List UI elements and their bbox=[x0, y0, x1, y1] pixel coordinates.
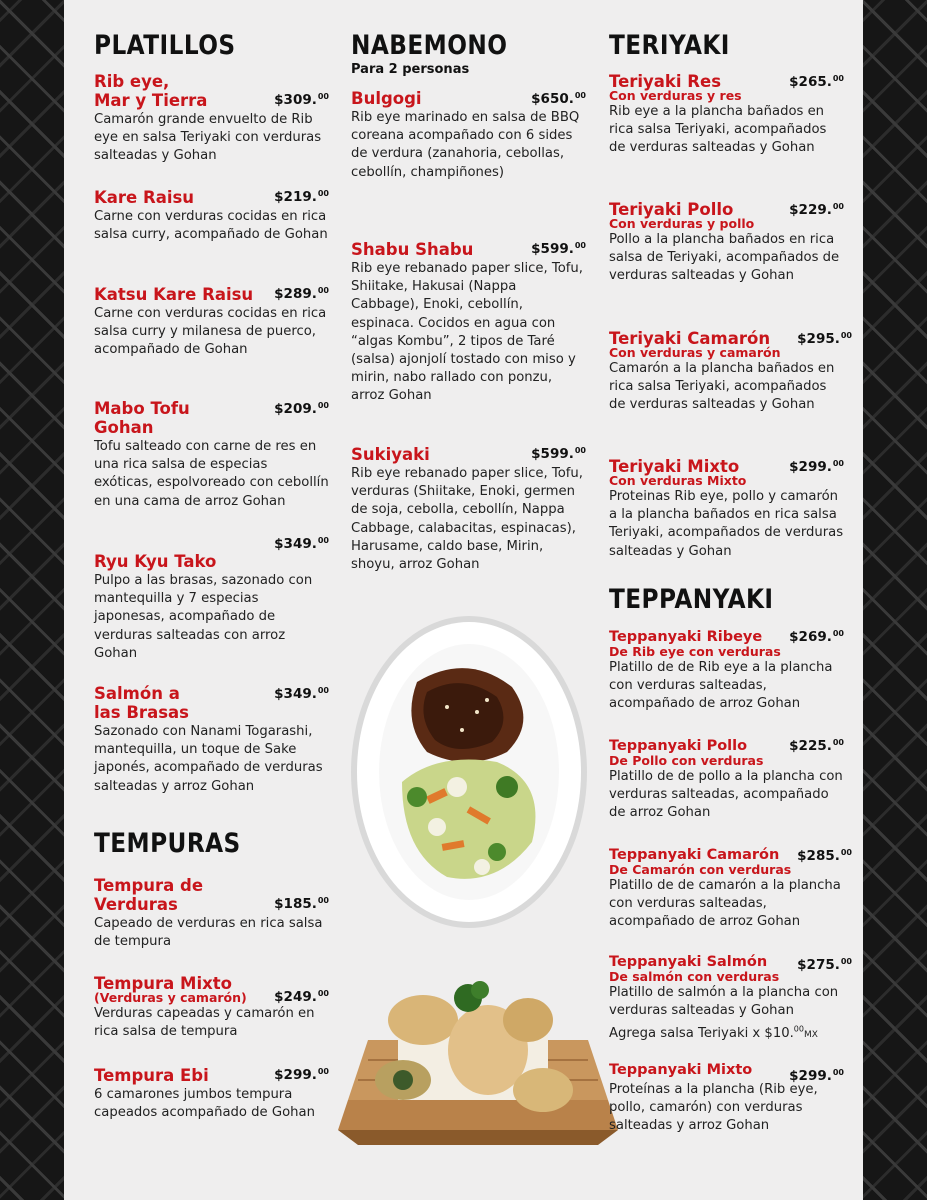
item-name: Teppanyaki Salmón bbox=[609, 954, 768, 970]
item-price: $275.00 bbox=[797, 957, 852, 973]
section-title-platillos: PLATILLOS bbox=[94, 30, 236, 61]
menu-item-salmon-a-las-brasas bbox=[94, 684, 329, 796]
menu-item-teppanyaki-pollo bbox=[609, 737, 844, 823]
item-name: Bulgogi bbox=[351, 89, 422, 108]
item-price: $265.00 bbox=[789, 74, 844, 90]
item-price: $269.00 bbox=[789, 629, 844, 645]
menu-item-teriyaki-pollo bbox=[609, 200, 844, 286]
menu-item-bulgogi bbox=[351, 89, 586, 182]
item-price: $650.00 bbox=[531, 91, 586, 107]
item-description: Platillo de salmón a la plancha con verduras salteadas y Gohan Agrega salsa Teriyaki x $10.00MX bbox=[609, 985, 839, 1041]
item-name: Teriyaki Res bbox=[609, 72, 722, 91]
menu-item-tempura-de-verduras bbox=[94, 876, 329, 951]
item-name: Kare Raisu bbox=[94, 188, 195, 207]
item-name: Teppanyaki Camarón bbox=[609, 847, 780, 863]
item-price: $209.00 bbox=[274, 401, 329, 417]
section-subtitle-nabemono: Para 2 personas bbox=[351, 62, 470, 77]
item-price: $249.00 bbox=[274, 989, 329, 1005]
item-description: Capeado de verduras en rica salsa de tempura bbox=[94, 916, 323, 950]
menu-item-shabu-shabu bbox=[351, 240, 586, 406]
item-subtitle: Con verduras y pollo bbox=[609, 216, 755, 231]
item-name: Teppanyaki Ribeye bbox=[609, 629, 763, 645]
item-description: Verduras capeadas y camarón en rica salsa de tempura bbox=[94, 1006, 315, 1040]
item-description: Rib eye rebanado paper slice, Tofu, verduras (Shiitake, Enoki, germen de soja, cebolla, cebollín, Nappa Cabbage, calabacitas, espinacas), Harusame, caldo base, Mirin, shoyu, arroz Gohan bbox=[351, 466, 583, 573]
item-subtitle: Con verduras y camarón bbox=[609, 345, 781, 360]
tempura-tray-photo bbox=[328, 980, 626, 1145]
item-name: Katsu Kare Raisu bbox=[94, 285, 254, 304]
item-price: $289.00 bbox=[274, 286, 329, 302]
menu-item-ryu-kyu-tako bbox=[94, 536, 329, 663]
menu-item-tempura-mixto bbox=[94, 974, 329, 1041]
item-subtitle: De salmón con verduras bbox=[609, 969, 780, 984]
teriyaki-dish-photo bbox=[347, 612, 592, 932]
item-name: Teriyaki Camarón bbox=[609, 329, 771, 348]
menu-item-tempura-ebi bbox=[94, 1066, 329, 1122]
item-description: Proteínas a la plancha (Rib eye, pollo, camarón) con verduras salteadas y arroz Gohan bbox=[609, 1082, 818, 1134]
item-description: Carne con verduras cocidas en rica salsa curry, acompañado de Gohan bbox=[94, 209, 328, 243]
menu-item-teppanyaki-salmon bbox=[609, 953, 852, 1044]
item-description: Platillo de de camarón a la plancha con verduras salteadas, acompañado de arroz Gohan bbox=[609, 878, 841, 930]
item-price: $285.00 bbox=[797, 848, 852, 864]
menu-item-sukiyaki bbox=[351, 445, 586, 574]
item-description: 6 camarones jumbos tempura capeados acompañado de Gohan bbox=[94, 1087, 315, 1121]
item-price: $299.00 bbox=[274, 1067, 329, 1083]
item-price: $349.00 bbox=[274, 536, 329, 552]
menu-item-teppanyaki-camaron bbox=[609, 846, 852, 932]
menu-item-mabo-tofu-gohan bbox=[94, 399, 329, 511]
item-price: $229.00 bbox=[789, 202, 844, 218]
item-description: Camarón grande envuelto de Rib eye en salsa Teriyaki con verduras salteadas y Gohan bbox=[94, 112, 322, 164]
item-description: Rib eye marinado en salsa de BBQ coreana acompañado con 6 sides de verdura (zanahoria, cebollas, cebollín, champiñones) bbox=[351, 110, 580, 180]
item-description: Rib eye rebanado paper slice, Tofu, Shiitake, Hakusai (Nappa Cabbage), Enoki, cebollín, espinaca. Cocidos en agua con “algas Kombu”, 2 tipos de Taré (salsa) ajonjolí tostado con miso y mirin, nabo rallado con ponzu, arroz Gohan bbox=[351, 261, 583, 404]
item-price: $225.00 bbox=[789, 738, 844, 754]
item-price: $185.00 bbox=[274, 896, 329, 912]
menu-item-rib-eye-mar-y-tierra bbox=[94, 72, 329, 166]
section-title-teppanyaki: TEPPANYAKI bbox=[609, 584, 774, 615]
menu-item-kare-raisu bbox=[94, 188, 329, 244]
menu-item-teriyaki-mixto bbox=[609, 457, 844, 561]
extra-note: Agrega salsa Teriyaki x $10.00MX bbox=[609, 1024, 818, 1041]
item-description: Tofu salteado con carne de res en una rica salsa de especias exóticas, espolvoreado con cebollín en una cama de arroz Gohan bbox=[94, 439, 329, 509]
item-subtitle: De Rib eye con verduras bbox=[609, 644, 781, 659]
menu-page bbox=[64, 0, 863, 1200]
item-subtitle: Con verduras y res bbox=[609, 88, 742, 103]
item-name: Teriyaki Mixto bbox=[609, 457, 740, 476]
item-subtitle: Con verduras Mixto bbox=[609, 473, 747, 488]
menu-item-teriyaki-camaron bbox=[609, 329, 852, 415]
item-description: Pulpo a las brasas, sazonado con mantequilla y 7 especias japonesas, acompañado de verduras salteadas con arroz Gohan bbox=[94, 573, 313, 661]
item-name: Rib eye, Mar y Tierra bbox=[94, 72, 208, 110]
item-subtitle: (Verduras y camarón) bbox=[94, 990, 247, 1005]
item-name: Teppanyaki Mixto bbox=[609, 1062, 753, 1078]
item-subtitle: De Pollo con verduras bbox=[609, 753, 764, 768]
item-description: Platillo de de pollo a la plancha con verduras salteadas, acompañado de arroz Gohan bbox=[609, 769, 843, 821]
item-name: Tempura de Verduras bbox=[94, 876, 204, 914]
item-description: Sazonado con Nanami Togarashi, mantequilla, un toque de Sake japonés, acompañado de verduras salteadas y arroz Gohan bbox=[94, 724, 323, 794]
item-description: Carne con verduras cocidas en rica salsa curry y milanesa de puerco, acompañado de Gohan bbox=[94, 306, 327, 358]
item-name: Salmón a las Brasas bbox=[94, 684, 189, 722]
menu-item-teppanyaki-mixto bbox=[609, 1061, 844, 1136]
item-name: Tempura Mixto bbox=[94, 974, 232, 993]
section-title-tempuras: TEMPURAS bbox=[94, 828, 241, 859]
item-name: Teppanyaki Pollo bbox=[609, 738, 748, 754]
item-description: Proteinas Rib eye, pollo y camarón a la plancha bañados en rica salsa Teriyaki, acompañados de verduras salteadas y Gohan bbox=[609, 489, 844, 559]
item-description: Rib eye a la plancha bañados en rica salsa Teriyaki, acompañados de verduras salteadas y Gohan bbox=[609, 104, 827, 156]
item-name: Ryu Kyu Tako bbox=[94, 552, 217, 571]
item-name: Sukiyaki bbox=[351, 445, 430, 464]
item-price: $599.00 bbox=[531, 446, 586, 462]
item-description: Camarón a la plancha bañados en rica salsa Teriyaki, acompañados de verduras salteadas y Gohan bbox=[609, 361, 835, 413]
item-price: $599.00 bbox=[531, 241, 586, 257]
item-name: Tempura Ebi bbox=[94, 1066, 209, 1085]
item-description: Platillo de de Rib eye a la plancha con verduras salteadas, acompañado de arroz Gohan bbox=[609, 660, 833, 712]
item-price: $295.00 bbox=[797, 331, 852, 347]
right-border-pattern bbox=[863, 0, 927, 1200]
item-subtitle: De Camarón con verduras bbox=[609, 862, 792, 877]
menu-item-katsu-kare-raisu bbox=[94, 285, 329, 360]
item-price: $309.00 bbox=[274, 92, 329, 108]
item-price: $299.00 bbox=[789, 1068, 844, 1084]
item-price: $299.00 bbox=[789, 459, 844, 475]
section-title-teriyaki: TERIYAKI bbox=[609, 30, 730, 61]
menu-item-teppanyaki-ribeye bbox=[609, 628, 844, 714]
section-title-nabemono: NABEMONO bbox=[351, 30, 508, 61]
menu-item-teriyaki-res bbox=[609, 72, 844, 158]
item-price: $219.00 bbox=[274, 189, 329, 205]
item-name: Shabu Shabu bbox=[351, 240, 474, 259]
left-border-pattern bbox=[0, 0, 64, 1200]
item-name: Mabo Tofu Gohan bbox=[94, 399, 190, 437]
item-price: $349.00 bbox=[274, 686, 329, 702]
item-description: Pollo a la plancha bañados en rica salsa de Teriyaki, acompañados de verduras salteadas y Gohan bbox=[609, 232, 840, 284]
item-name: Teriyaki Pollo bbox=[609, 200, 734, 219]
